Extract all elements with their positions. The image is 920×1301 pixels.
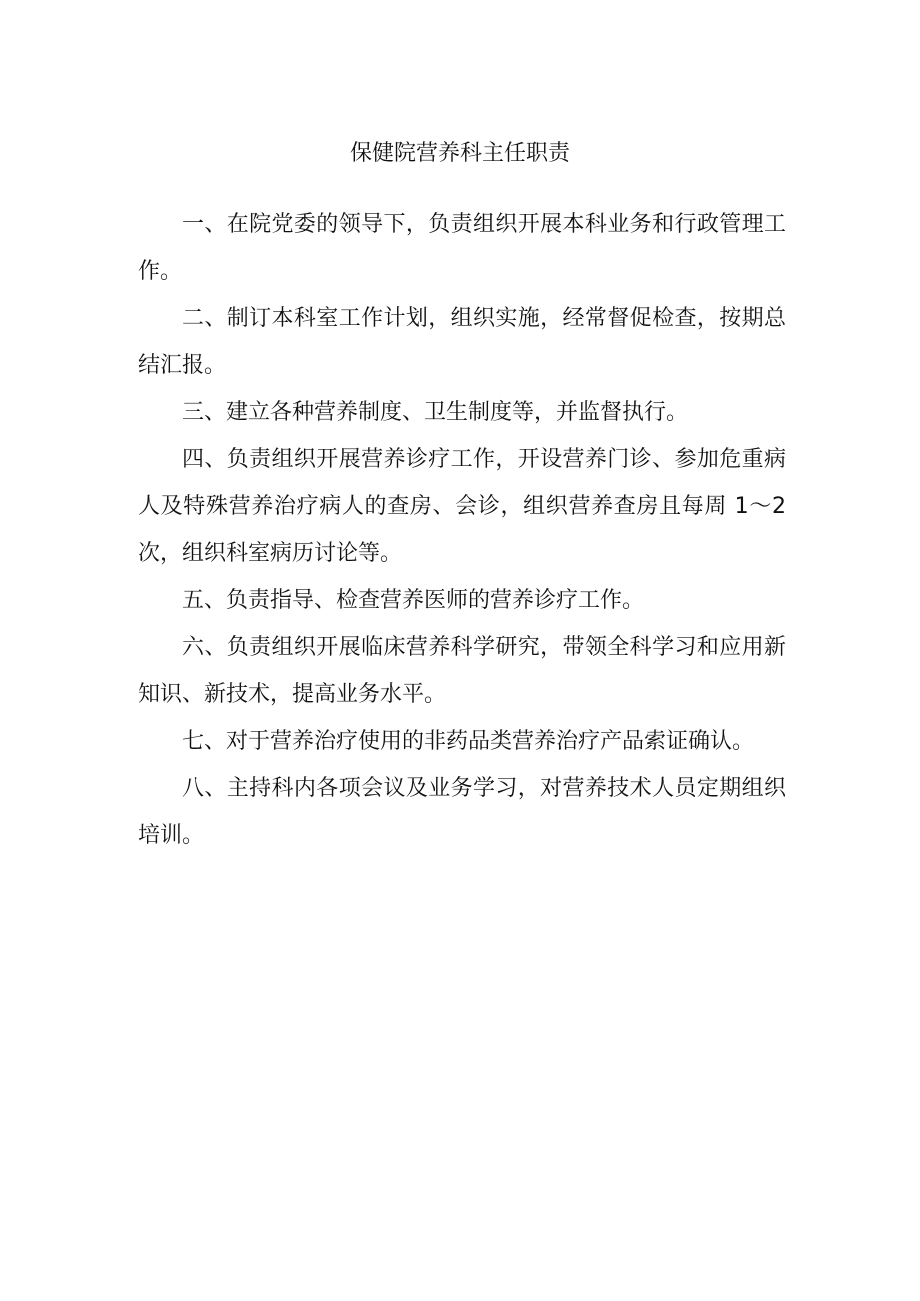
duty-paragraph-7: 七、对于营养治疗使用的非药品类营养治疗产品索证确认。 xyxy=(182,729,755,754)
duty-paragraph-1: 一、在院党委的领导下，负责组织开展本科业务和行政管理工作。 xyxy=(138,212,786,284)
duty-paragraph-8: 八、主持科内各项会议及业务学习，对营养技术人员定期组织培训。 xyxy=(138,776,786,848)
duty-paragraph-2: 二、制订本科室工作计划，组织实施，经常督促检查，按期总结汇报。 xyxy=(138,306,786,378)
duty-paragraph-5: 五、负责指导、检查营养医师的营养诊疗工作。 xyxy=(182,588,645,613)
duty-paragraph-3: 三、建立各种营养制度、卫生制度等，并监督执行。 xyxy=(182,400,689,425)
document-title: 保健院营养科主任职责 xyxy=(349,141,570,166)
document-body xyxy=(138,201,786,859)
duty-paragraph-4: 四、负责组织开展营养诊疗工作，开设营养门诊、参加危重病人及特殊营养治疗病人的查房、会诊，组织营养查房且每周 1～2 次，组织科室病历讨论等。 xyxy=(138,447,786,566)
duty-paragraph-6: 六、负责组织开展临床营养科学研究，带领全科学习和应用新知识、新技术，提高业务水平。 xyxy=(138,635,786,707)
